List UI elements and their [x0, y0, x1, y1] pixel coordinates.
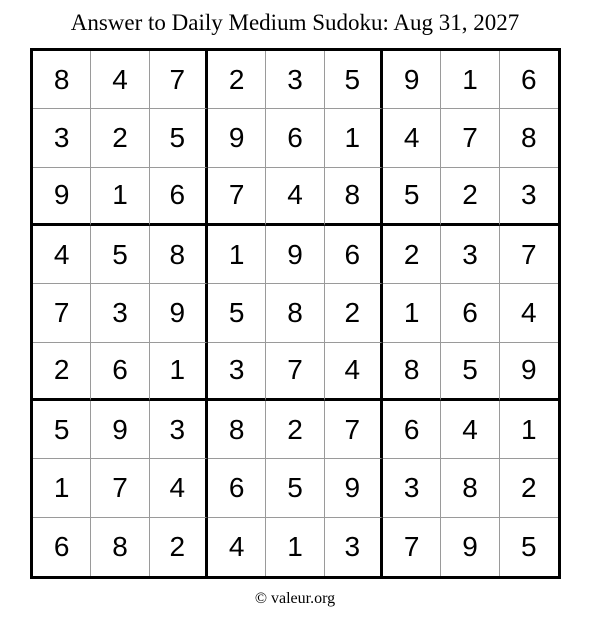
sudoku-cell-r8-c4: 6 [208, 459, 266, 517]
sudoku-cell-r6-c1: 2 [33, 343, 91, 401]
sudoku-cell-r7-c5: 2 [266, 401, 324, 459]
sudoku-cell-r1-c1: 8 [33, 51, 91, 109]
sudoku-cell-r5-c2: 3 [91, 284, 149, 342]
sudoku-cell-r2-c9: 8 [500, 109, 558, 167]
sudoku-cell-r7-c3: 3 [150, 401, 208, 459]
sudoku-cell-r6-c6: 4 [325, 343, 383, 401]
sudoku-cell-r3-c4: 7 [208, 168, 266, 226]
sudoku-cell-r5-c6: 2 [325, 284, 383, 342]
sudoku-cell-r4-c9: 7 [500, 226, 558, 284]
sudoku-cell-r2-c5: 6 [266, 109, 324, 167]
sudoku-cell-r1-c6: 5 [325, 51, 383, 109]
sudoku-cell-r1-c3: 7 [150, 51, 208, 109]
sudoku-cell-r1-c7: 9 [383, 51, 441, 109]
sudoku-cell-r8-c8: 8 [441, 459, 499, 517]
sudoku-cell-r6-c8: 5 [441, 343, 499, 401]
sudoku-cell-r8-c7: 3 [383, 459, 441, 517]
sudoku-cell-r5-c3: 9 [150, 284, 208, 342]
sudoku-cell-r7-c7: 6 [383, 401, 441, 459]
sudoku-cell-r7-c2: 9 [91, 401, 149, 459]
page-title: Answer to Daily Medium Sudoku: Aug 31, 2027 [70, 10, 520, 35]
sudoku-cell-r9-c8: 9 [441, 518, 499, 576]
sudoku-cell-r5-c9: 4 [500, 284, 558, 342]
sudoku-cell-r9-c7: 7 [383, 518, 441, 576]
sudoku-cell-r7-c8: 4 [441, 401, 499, 459]
sudoku-cell-r7-c6: 7 [325, 401, 383, 459]
sudoku-cell-r4-c7: 2 [383, 226, 441, 284]
sudoku-cell-r3-c9: 3 [500, 168, 558, 226]
sudoku-cell-r8-c1: 1 [33, 459, 91, 517]
sudoku-cell-r8-c6: 9 [325, 459, 383, 517]
sudoku-cell-r6-c9: 9 [500, 343, 558, 401]
sudoku-cell-r9-c9: 5 [521, 530, 537, 562]
sudoku-cell-r9-c1: 6 [33, 518, 91, 576]
sudoku-cell-r9-c3: 2 [150, 518, 208, 576]
sudoku-cell-r9-c2: 8 [91, 518, 149, 576]
sudoku-cell-r3-c1: 9 [33, 168, 91, 226]
sudoku-cell-r9-c6: 3 [325, 518, 383, 576]
sudoku-cell-r6-c7: 8 [383, 343, 441, 401]
sudoku-cell-r8-c3: 4 [150, 459, 208, 517]
sudoku-cell-r4-c4: 1 [208, 226, 266, 284]
sudoku-cell-r2-c2: 2 [91, 109, 149, 167]
sudoku-cell-r7-c1: 5 [33, 401, 91, 459]
sudoku-cell-r3-c5: 4 [266, 168, 324, 226]
sudoku-cell-r2-c3: 5 [150, 109, 208, 167]
copyright-footer: © valeur.org [254, 590, 336, 607]
sudoku-cell-r2-c4: 9 [208, 109, 266, 167]
sudoku-cell-r4-c5: 9 [266, 226, 324, 284]
sudoku-cell-r4-c3: 8 [150, 226, 208, 284]
sudoku-cell-r2-c8: 7 [441, 109, 499, 167]
sudoku-cell-r4-c1: 4 [33, 226, 91, 284]
sudoku-cell-r6-c5: 7 [266, 343, 324, 401]
sudoku-cell-r7-c4: 8 [208, 401, 266, 459]
sudoku-cell-r3-c6: 8 [325, 168, 383, 226]
sudoku-cell-r8-c9: 2 [500, 459, 558, 517]
sudoku-cell-r5-c1: 7 [33, 284, 91, 342]
sudoku-cell-r2-c7: 4 [383, 109, 441, 167]
sudoku-cell-r1-c8: 1 [441, 51, 499, 109]
sudoku-cell-r5-c5: 8 [266, 284, 324, 342]
sudoku-cell-r3-c3: 6 [150, 168, 208, 226]
sudoku-cell-r7-c9: 1 [500, 401, 558, 459]
sudoku-cell-r1-c5: 3 [266, 51, 324, 109]
sudoku-cell-r5-c7: 1 [383, 284, 441, 342]
sudoku-grid [30, 48, 561, 579]
sudoku-cell-r3-c7: 5 [383, 168, 441, 226]
sudoku-cell-r1-c2: 4 [91, 51, 149, 109]
sudoku-cell-r2-c6: 1 [325, 109, 383, 167]
sudoku-cell-r6-c2: 6 [91, 343, 149, 401]
sudoku-cell-r6-c3: 1 [150, 343, 208, 401]
sudoku-cell-r4-c8: 3 [441, 226, 499, 284]
sudoku-cell-r1-c9: 6 [500, 51, 558, 109]
sudoku-cell-r4-c6: 6 [325, 226, 383, 284]
sudoku-cell-r3-c8: 2 [441, 168, 499, 226]
sudoku-cell-r8-c5: 5 [266, 459, 324, 517]
sudoku-cell-r1-c4: 2 [208, 51, 266, 109]
sudoku-cell-r4-c2: 5 [91, 226, 149, 284]
sudoku-cell-r8-c2: 7 [91, 459, 149, 517]
sudoku-cell-r6-c4: 3 [208, 343, 266, 401]
sudoku-cell-r9-c5: 1 [266, 518, 324, 576]
sudoku-cell-r2-c1: 3 [33, 109, 91, 167]
sudoku-cell-r5-c4: 5 [208, 284, 266, 342]
sudoku-cell-r3-c2: 1 [91, 168, 149, 226]
sudoku-cell-r9-c4: 4 [208, 518, 266, 576]
sudoku-cell-r5-c8: 6 [441, 284, 499, 342]
